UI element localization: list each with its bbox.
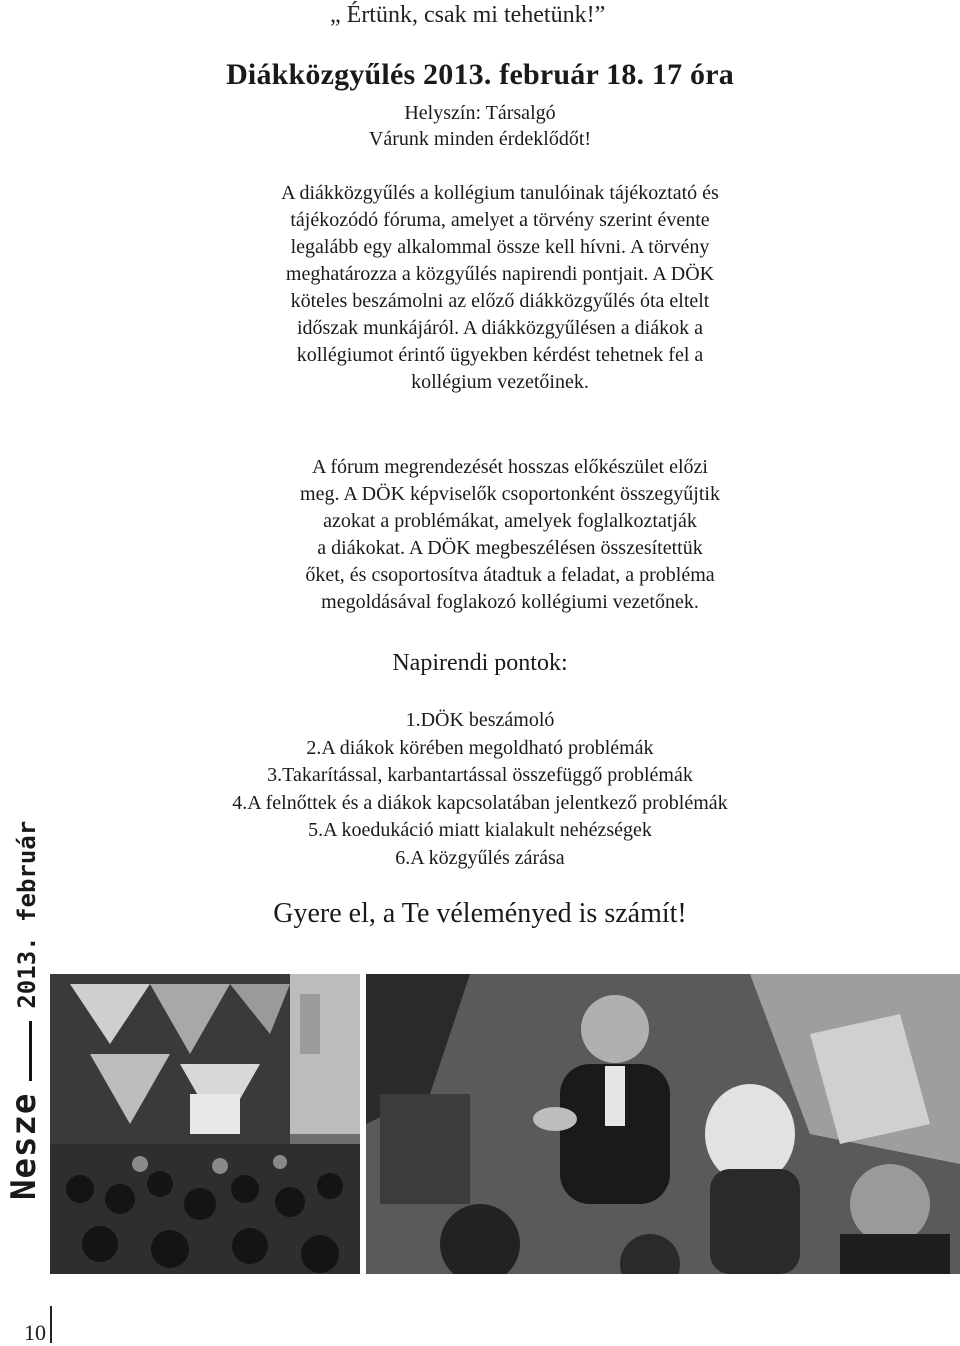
- preparation-line: a diákokat. A DÖK megbeszélésen összesítettük: [317, 537, 703, 559]
- preparation-line: őket, és csoportosítva átadtuk a feladat, a probléma: [305, 564, 715, 586]
- page-number: 10: [24, 1320, 46, 1345]
- agenda-item: 6.A közgyűlés zárása: [395, 846, 565, 869]
- event-photo: [50, 974, 960, 1274]
- closing-slogan: Gyere el, a Te véleményed is számít!: [273, 898, 687, 929]
- agenda-item: 3.Takarítással, karbantartással összefüggő problémák: [267, 764, 693, 786]
- preparation-line: megoldásával foglakozó kollégiumi vezetőnek.: [321, 591, 699, 613]
- venue-text: Helyszín: Társalgó: [404, 102, 556, 124]
- page-title: Diákközgyűlés 2013. február 18. 17 óra: [226, 58, 734, 91]
- masthead-dash: [29, 1021, 32, 1081]
- agenda-item: 4.A felnőttek és a diákok kapcsolatában jelentkező problémák: [232, 791, 728, 814]
- event-photo-illustration: [50, 974, 960, 1274]
- preparation-paragraph: [250, 454, 770, 616]
- agenda-list: [0, 707, 960, 872]
- preparation-line: A fórum megrendezését hosszas előkészület előzi: [312, 456, 708, 478]
- intro-line: köteles beszámolni az előző diákközgyűlés óta eltelt: [290, 290, 710, 312]
- agenda-item: 1.DÖK beszámoló: [405, 709, 555, 731]
- invite-text: Várunk minden érdeklődőt!: [368, 128, 592, 150]
- agenda-title: Napirendi pontok:: [392, 650, 568, 676]
- magazine-name: Nesze: [4, 1092, 44, 1200]
- intro-line: legalább egy alkalommal össze kell hívni. A törvény: [290, 236, 710, 258]
- issue-date: 2013. február: [13, 820, 41, 1009]
- agenda-item: 5.A koedukáció miatt kialakult nehézségek: [308, 819, 652, 841]
- intro-line: kollégium vezetőinek.: [411, 371, 589, 393]
- preparation-line: azokat a problémákat, amelyek foglalkoztatják: [323, 510, 697, 532]
- intro-line: időszak munkájáról. A diákközgyűlésen a diákok a: [296, 317, 703, 339]
- preparation-line: meg. A DÖK képviselők csoportonként összegyűjtik: [300, 483, 720, 505]
- page-number-rule: [50, 1306, 52, 1343]
- sidebar-masthead: [4, 821, 44, 1200]
- agenda-item: 2.A diákok körében megoldható problémák: [306, 736, 654, 759]
- intro-line: kollégiumot érintő ügyekben kérdést tehetnek fel a: [296, 344, 704, 366]
- intro-line: A diákközgyűlés a kollégium tanulóinak tájékoztató és: [281, 182, 719, 204]
- intro-line: tájékozódó fóruma, amelyet a törvény szerint évente: [290, 209, 710, 231]
- venue-block: [0, 100, 960, 152]
- intro-line: meghatározza a közgyűlés napirendi pontjait. A DÖK: [285, 263, 715, 285]
- motto: „ Értünk, csak mi tehetünk!”: [330, 2, 606, 28]
- intro-paragraph: [240, 180, 760, 396]
